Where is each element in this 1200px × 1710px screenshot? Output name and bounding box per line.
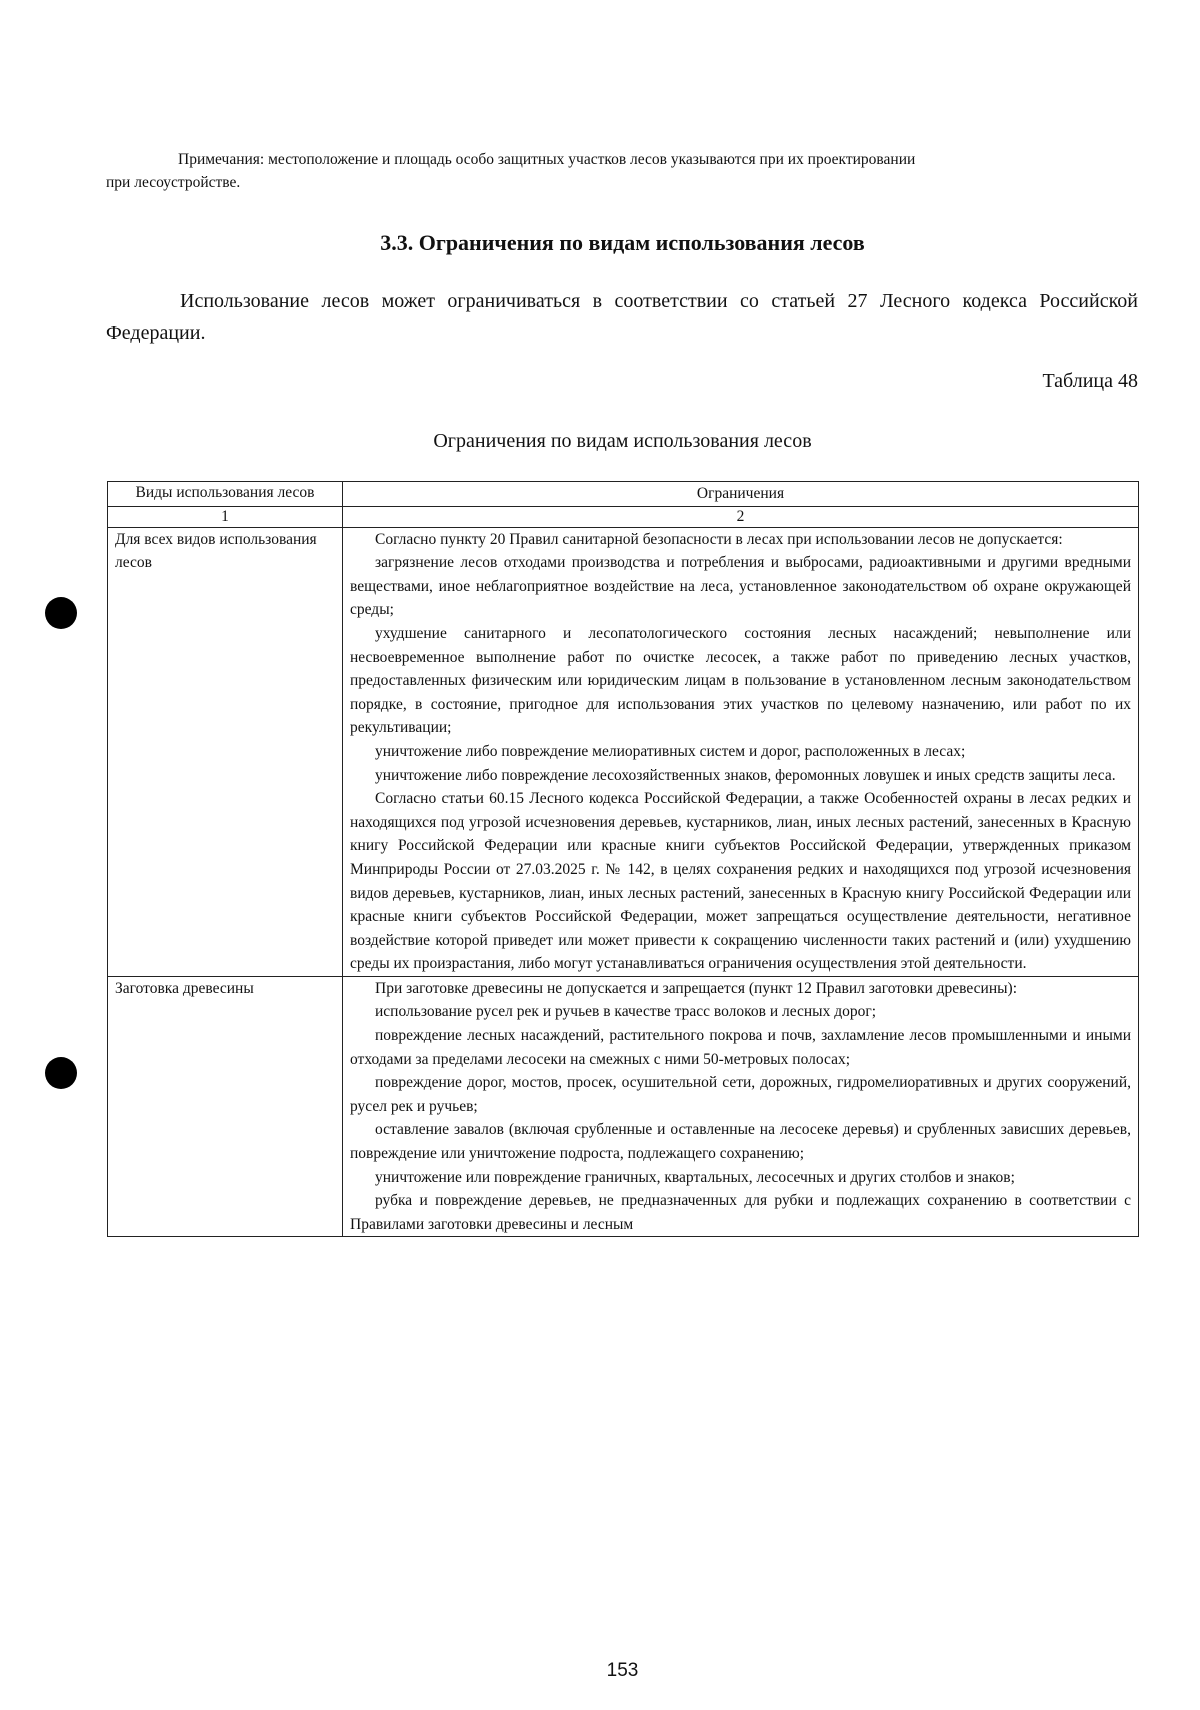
restriction-paragraph: использование русел рек и ручьев в качестве трасс волоков и лесных дорог; [375, 1003, 877, 1021]
restriction-paragraph: уничтожение либо повреждение мелиоративных систем и дорог, расположенных в лесах; [375, 742, 966, 760]
page-number: 153 [606, 1660, 639, 1681]
section-title: 3.3. Ограничения по видам использования лесов [380, 230, 865, 255]
table-row [108, 527, 1139, 976]
table-number-row [108, 506, 1139, 527]
note-line-2: при лесоустройстве. [106, 174, 241, 191]
table-row [108, 976, 1139, 1237]
restriction-paragraph: оставление завалов (включая срубленные и оставленные на лесосеке деревья) и срубленных зависших деревьев, повреждение или уничтожение подроста, подлежащего сохранению; [350, 1121, 1131, 1163]
punch-hole-mark [45, 1057, 77, 1089]
header-usage-types: Виды использования лесов [108, 482, 343, 507]
restrictions-cell [343, 527, 1139, 976]
intro-paragraph: Использование лесов может ограничиваться в соответствии со статьей 27 Лесного кодекса Российской Федерации. [106, 290, 1138, 344]
restriction-paragraph: повреждение лесных насаждений, растительного покрова и почв, захламление лесов промышленными и иными отходами за пределами лесосеки на смежных с ними 50-метровых полосах; [350, 1027, 1131, 1068]
usage-type-cell: Для всех видов использования лесов [108, 527, 343, 976]
restriction-paragraph: загрязнение лесов отходами производства и потребления и выбросами, радиоактивными и другими вредными веществами, иное неблагоприятное воздействие на леса, установленное законодательством об охране окружающей среды; [350, 554, 1131, 619]
restriction-paragraph: рубка и повреждение деревьев, не предназначенных для рубки и подлежащих сохранению в соответствии с Правилами заготовки древесины и лесным [350, 1192, 1131, 1233]
punch-hole-mark [45, 597, 77, 629]
table-label: Таблица 48 [1042, 370, 1138, 392]
table-caption: Ограничения по видам использования лесов [433, 430, 812, 452]
restriction-paragraph: Согласно пункту 20 Правил санитарной безопасности в лесах при использовании лесов не допускается: [375, 530, 1063, 548]
column-number-2: 2 [343, 506, 1139, 527]
restrictions-cell [343, 976, 1139, 1237]
restrictions-table [107, 481, 1139, 1237]
restriction-paragraph: уничтожение или повреждение граничных, квартальных, лесосечных и других столбов и знаков; [375, 1168, 1015, 1186]
restriction-paragraph: ухудшение санитарного и лесопатологического состояния лесных насаждений; невыполнение или несвоевременное выполнение работ по очистке лесосек, а также работ по приведению лесных участков, предоставленных физическим или юридическим лицам в пользование в установленном лесным законодательством порядке, в состояние, пригодное для использования этих участков по целевому назначению, или работ по их рекультивации; [350, 624, 1131, 737]
restriction-paragraph: При заготовке древесины не допускается и запрещается (пункт 12 Правил заготовки древесины): [375, 979, 1018, 997]
header-restrictions: Ограничения [343, 482, 1139, 507]
column-number-1: 1 [108, 506, 343, 527]
restriction-paragraph: уничтожение либо повреждение лесохозяйственных знаков, феромонных ловушек и иных средств защиты леса. [375, 766, 1116, 784]
restriction-paragraph: Согласно статьи 60.15 Лесного кодекса Российской Федерации, а также Особенностей охраны в лесах редких и находящихся под угрозой исчезновения деревьев, кустарников, лиан, иных лесных растений, занесенных в Красную книгу Российской Федерации или красные книги субъектов Российской Федерации, утвержденных приказом Минприроды России от 27.03.2025 г. № 142, в целях сохранения редких и находящихся под угрозой исчезновения видов деревьев, кустарников, лиан, иных лесных растений, занесенных в Красную книгу Российской Федерации или красные книги субъектов Российской Федерации, может запрещаться осуществление деятельности, негативное воздействие которой приведет или может привести к сокращению численности таких растений и (или) ухудшению среды их произрастания, либо могут устанавливаться ограничения осуществления этой деятельности. [350, 790, 1131, 973]
restriction-paragraph: повреждение дорог, мостов, просек, осушительной сети, дорожных, гидромелиоративных и других сооружений, русел рек и ручьев; [350, 1074, 1131, 1115]
table-header-row [108, 482, 1139, 507]
note [106, 148, 1138, 194]
usage-type-cell: Заготовка древесины [108, 976, 343, 1237]
note-line-1: Примечания: местоположение и площадь особо защитных участков лесов указываются при их проектировании [178, 151, 916, 168]
